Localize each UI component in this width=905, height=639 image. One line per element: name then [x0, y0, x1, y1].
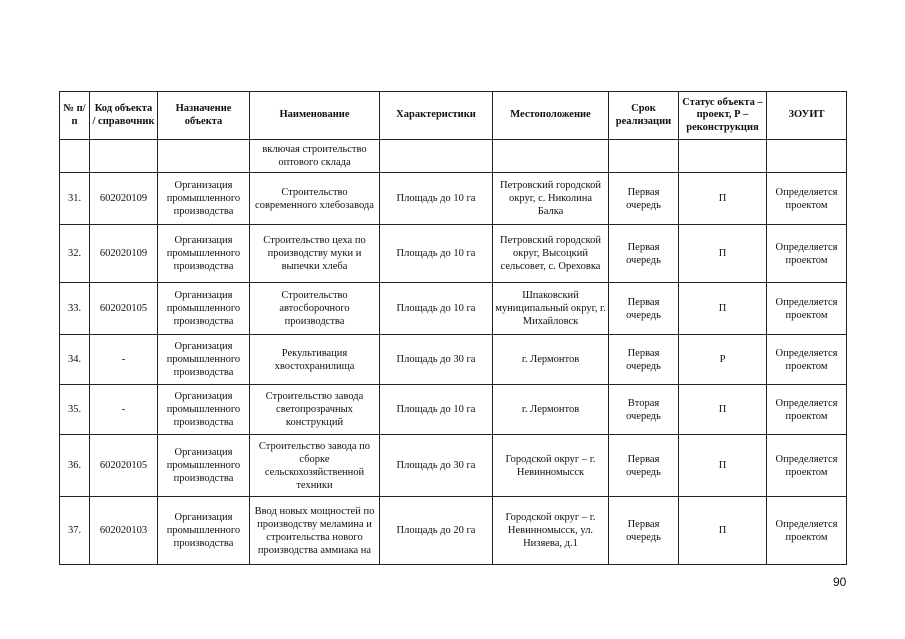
continuation-text: включая строительство оптового склада	[250, 140, 380, 173]
cell-name: Рекультивация хвостохранилища	[250, 335, 380, 385]
cell-term: Вторая очередь	[609, 385, 679, 435]
cell-zouit: Определяется проектом	[767, 283, 847, 335]
cell-zouit: Определяется проектом	[767, 335, 847, 385]
cell-num: 36.	[60, 435, 90, 497]
cell-name: Строительство завода по сборке сельскохозяйственной техники	[250, 435, 380, 497]
cell-code: 602020105	[90, 283, 158, 335]
cell-location: Шпаковский муниципальный округ, г. Михайловск	[493, 283, 609, 335]
cell-location: г. Лермонтов	[493, 335, 609, 385]
cell-num: 31.	[60, 173, 90, 225]
cell-zouit: Определяется проектом	[767, 497, 847, 565]
cell-term: Первая очередь	[609, 435, 679, 497]
cell-term: Первая очередь	[609, 173, 679, 225]
table-row	[60, 435, 847, 497]
cell-purpose: Организация промышленного производства	[158, 225, 250, 283]
cell-purpose: Организация промышленного производства	[158, 385, 250, 435]
cell-zouit: Определяется проектом	[767, 435, 847, 497]
cell-code: 602020103	[90, 497, 158, 565]
header-location: Местоположение	[493, 92, 609, 140]
cell-code: 602020105	[90, 435, 158, 497]
cell-num: 33.	[60, 283, 90, 335]
cell-empty	[90, 140, 158, 173]
header-num: № п/п	[60, 92, 90, 140]
header-zouit: ЗОУИТ	[767, 92, 847, 140]
cell-status: Р	[679, 335, 767, 385]
cell-location: Городской округ – г. Невинномысск	[493, 435, 609, 497]
cell-term: Первая очередь	[609, 497, 679, 565]
cell-status: П	[679, 435, 767, 497]
cell-name: Ввод новых мощностей по производству меламина и строительства нового производства аммиака на	[250, 497, 380, 565]
table-row	[60, 335, 847, 385]
cell-purpose: Организация промышленного производства	[158, 283, 250, 335]
cell-code: -	[90, 385, 158, 435]
cell-characteristics: Площадь до 20 га	[380, 497, 493, 565]
cell-name: Строительство автосборочного производства	[250, 283, 380, 335]
table-row	[60, 385, 847, 435]
cell-status: П	[679, 225, 767, 283]
cell-empty	[679, 140, 767, 173]
cell-name: Строительство современного хлебозавода	[250, 173, 380, 225]
cell-num: 35.	[60, 385, 90, 435]
cell-empty	[609, 140, 679, 173]
header-term: Срок реализации	[609, 92, 679, 140]
cell-empty	[493, 140, 609, 173]
cell-code: 602020109	[90, 173, 158, 225]
cell-term: Первая очередь	[609, 283, 679, 335]
table-row	[60, 173, 847, 225]
cell-status: П	[679, 497, 767, 565]
cell-num: 37.	[60, 497, 90, 565]
page-number: 90	[833, 575, 847, 589]
cell-characteristics: Площадь до 10 га	[380, 283, 493, 335]
cell-term: Первая очередь	[609, 225, 679, 283]
cell-zouit: Определяется проектом	[767, 173, 847, 225]
objects-table	[59, 91, 847, 565]
cell-zouit: Определяется проектом	[767, 225, 847, 283]
continuation-row	[60, 140, 847, 173]
cell-num: 32.	[60, 225, 90, 283]
cell-empty	[60, 140, 90, 173]
cell-code: -	[90, 335, 158, 385]
cell-status: П	[679, 283, 767, 335]
cell-location: г. Лермонтов	[493, 385, 609, 435]
cell-purpose: Организация промышленного производства	[158, 435, 250, 497]
cell-status: П	[679, 385, 767, 435]
header-purpose: Назначение объекта	[158, 92, 250, 140]
table-row	[60, 283, 847, 335]
table-row	[60, 225, 847, 283]
cell-characteristics: Площадь до 30 га	[380, 435, 493, 497]
table-row	[60, 497, 847, 565]
header-status: Статус объекта – проект, Р – реконструкция	[679, 92, 767, 140]
header-row	[60, 92, 847, 140]
cell-characteristics: Площадь до 10 га	[380, 173, 493, 225]
cell-location: Петровский городской округ, с. Николина Балка	[493, 173, 609, 225]
cell-characteristics: Площадь до 30 га	[380, 335, 493, 385]
cell-purpose: Организация промышленного производства	[158, 497, 250, 565]
cell-location: Городской округ – г. Невинномысск, ул. Низяева, д.1	[493, 497, 609, 565]
cell-term: Первая очередь	[609, 335, 679, 385]
cell-empty	[158, 140, 250, 173]
cell-status: П	[679, 173, 767, 225]
cell-characteristics: Площадь до 10 га	[380, 225, 493, 283]
cell-zouit: Определяется проектом	[767, 385, 847, 435]
cell-name: Строительство завода светопрозрачных конструкций	[250, 385, 380, 435]
cell-name: Строительство цеха по производству муки и выпечки хлеба	[250, 225, 380, 283]
cell-purpose: Организация промышленного производства	[158, 173, 250, 225]
cell-empty	[767, 140, 847, 173]
cell-purpose: Организация промышленного производства	[158, 335, 250, 385]
cell-num: 34.	[60, 335, 90, 385]
cell-code: 602020109	[90, 225, 158, 283]
cell-location: Петровский городской округ, Высоцкий сельсовет, с. Ореховка	[493, 225, 609, 283]
header-name: Наименование	[250, 92, 380, 140]
header-characteristics: Характеристики	[380, 92, 493, 140]
cell-empty	[380, 140, 493, 173]
header-code: Код объекта / справочник	[90, 92, 158, 140]
cell-characteristics: Площадь до 10 га	[380, 385, 493, 435]
